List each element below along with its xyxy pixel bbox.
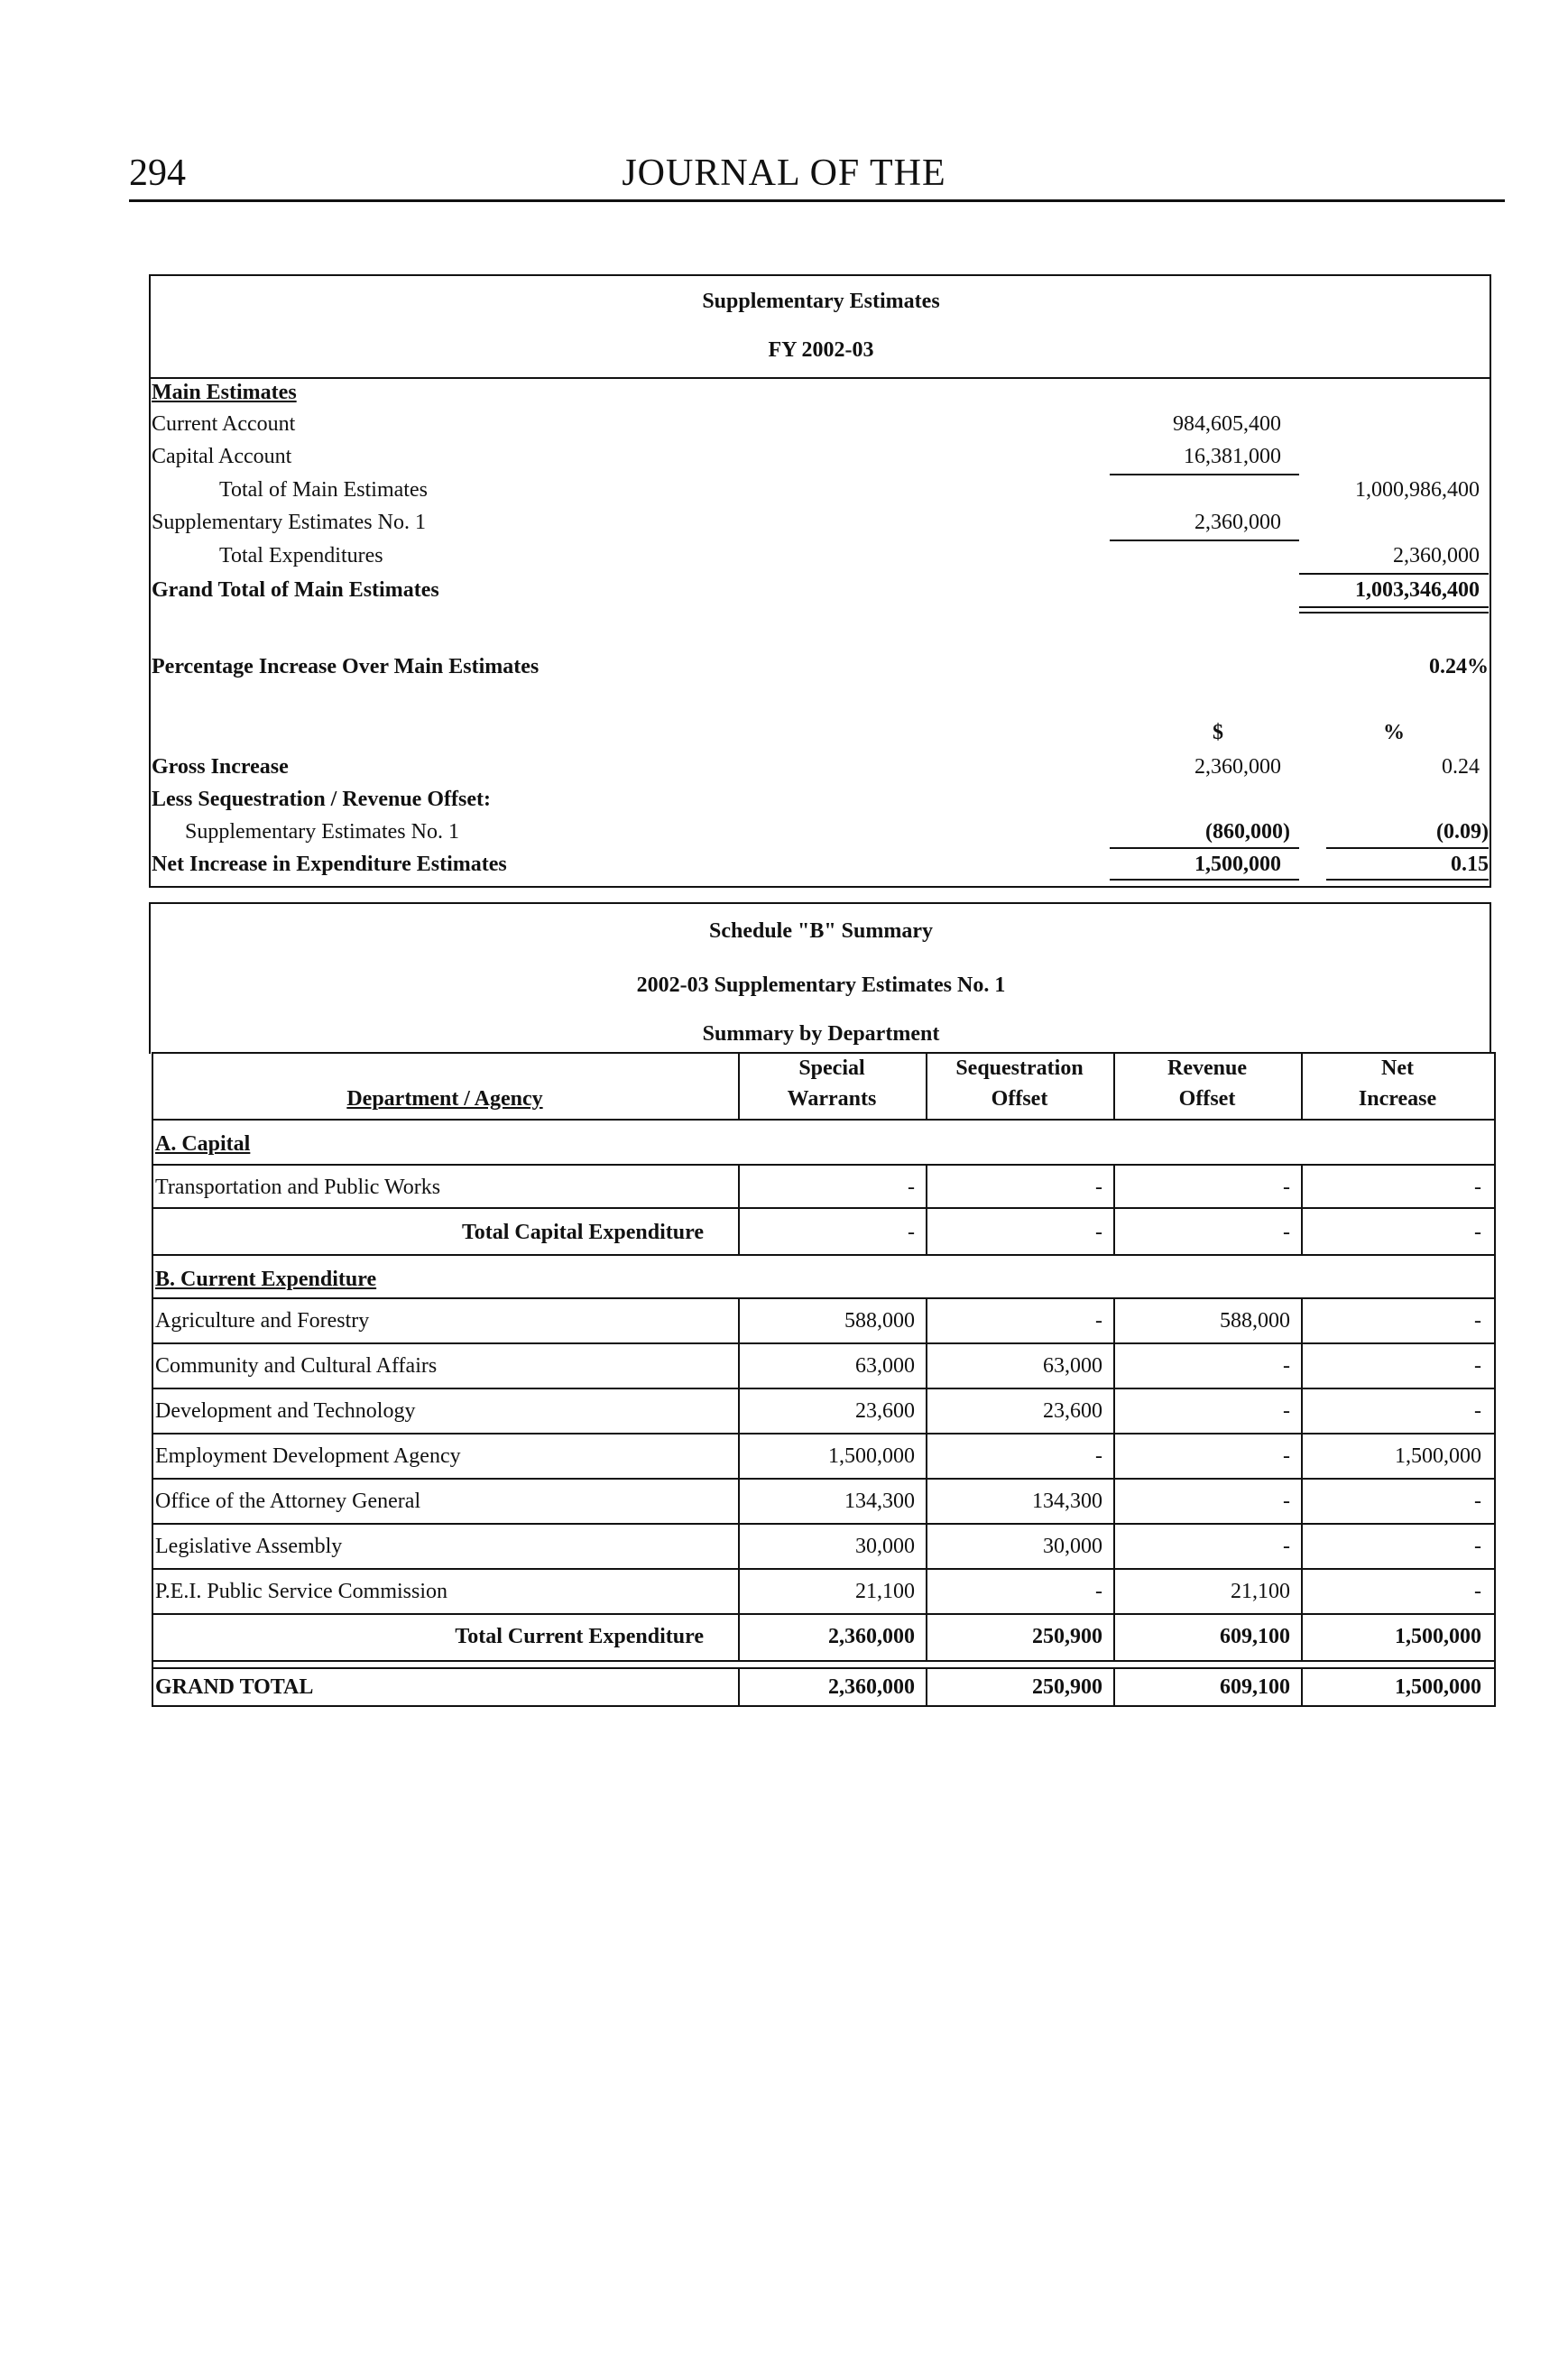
row-seq: 134,300 xyxy=(1032,1490,1102,1513)
current-account-label: Current Account xyxy=(152,412,296,436)
row-rule xyxy=(152,1478,1496,1480)
grand-total-special: 2,360,000 xyxy=(828,1675,915,1699)
grand-total-net: 1,500,000 xyxy=(1395,1675,1481,1699)
capital-account-label: Capital Account xyxy=(152,445,292,468)
row-net: - xyxy=(1474,1176,1481,1199)
row-rev: - xyxy=(1283,1490,1290,1513)
grand-total-main-label: Grand Total of Main Estimates xyxy=(152,578,439,602)
supp-offset-percent: (0.09) xyxy=(1436,820,1489,844)
summary-by-department: Summary by Department xyxy=(702,1022,940,1046)
row-rule xyxy=(152,1388,1496,1389)
header-net-1: Net xyxy=(1381,1056,1414,1080)
row-rev: 588,000 xyxy=(1220,1309,1290,1333)
row-name: Community and Cultural Affairs xyxy=(155,1354,438,1378)
schedule-right-border xyxy=(1490,902,1491,1054)
total-capital-seq: - xyxy=(1095,1221,1102,1244)
schedule-left-border xyxy=(149,902,151,1054)
row-net: - xyxy=(1474,1309,1481,1333)
row-name: Transportation and Public Works xyxy=(155,1176,441,1199)
page-number: 294 xyxy=(129,152,186,194)
row-seq: 30,000 xyxy=(1043,1535,1102,1558)
schedule-table xyxy=(152,1052,1496,1707)
grand-total-rev: 609,100 xyxy=(1220,1675,1290,1699)
row-seq: - xyxy=(1095,1444,1102,1468)
row-rev: - xyxy=(1283,1535,1290,1558)
total-main-label: Total of Main Estimates xyxy=(219,478,428,502)
box-divider xyxy=(149,377,1491,379)
row-name: Agriculture and Forestry xyxy=(155,1309,370,1333)
double-rule xyxy=(1326,879,1489,881)
row-rule xyxy=(152,1568,1496,1570)
total-current-special: 2,360,000 xyxy=(828,1625,915,1648)
row-rev: - xyxy=(1283,1354,1290,1378)
net-increase-percent: 0.15 xyxy=(1451,853,1489,876)
net-increase-dollars: 1,500,000 xyxy=(1194,853,1281,876)
row-rev: - xyxy=(1283,1444,1290,1468)
row-seq: - xyxy=(1095,1309,1102,1333)
row-rev: 21,100 xyxy=(1231,1580,1290,1603)
row-seq: - xyxy=(1095,1176,1102,1199)
grand-total-seq: 250,900 xyxy=(1032,1675,1102,1699)
running-title: JOURNAL OF THE xyxy=(622,152,946,194)
fiscal-year: FY 2002-03 xyxy=(768,338,874,362)
row-seq: 23,600 xyxy=(1043,1399,1102,1423)
pct-increase-value: 0.24% xyxy=(1429,655,1489,678)
total-capital-label: Total Capital Expenditure xyxy=(461,1221,704,1244)
row-rule xyxy=(152,1433,1496,1434)
row-rule xyxy=(152,1342,1496,1344)
header-seq-2: Offset xyxy=(991,1087,1048,1111)
row-name: Office of the Attorney General xyxy=(155,1490,421,1513)
double-rule xyxy=(1110,879,1299,881)
row-name: Employment Development Agency xyxy=(155,1444,461,1468)
header-special-2: Warrants xyxy=(787,1087,877,1111)
percent-column-header: % xyxy=(1383,721,1405,744)
row-special: 63,000 xyxy=(855,1354,915,1378)
row-rule xyxy=(152,1667,1496,1669)
gross-increase-percent: 0.24 xyxy=(1442,755,1480,779)
pct-increase-label: Percentage Increase Over Main Estimates xyxy=(152,655,540,678)
subtotal-rule xyxy=(1110,540,1299,541)
total-current-net: 1,500,000 xyxy=(1395,1625,1481,1648)
column-rule xyxy=(1113,1297,1115,1660)
row-special: 30,000 xyxy=(855,1535,915,1558)
row-rev: - xyxy=(1283,1399,1290,1423)
column-rule xyxy=(738,1297,740,1660)
section-a-heading: A. Capital xyxy=(155,1132,251,1156)
row-rule xyxy=(152,1164,1496,1166)
row-rule xyxy=(152,1207,1496,1209)
row-seq: - xyxy=(1095,1580,1102,1603)
gross-increase-dollars: 2,360,000 xyxy=(1194,755,1281,779)
total-capital-net: - xyxy=(1474,1221,1481,1244)
row-rev: - xyxy=(1283,1176,1290,1199)
dollar-column-header: $ xyxy=(1213,721,1223,744)
row-net: 1,500,000 xyxy=(1395,1444,1481,1468)
row-seq: 63,000 xyxy=(1043,1354,1102,1378)
row-rule xyxy=(152,1660,1496,1662)
header-rev-1: Revenue xyxy=(1167,1056,1247,1080)
row-special: - xyxy=(908,1176,915,1199)
total-main-value: 1,000,986,400 xyxy=(1355,478,1480,502)
supp-offset-label: Supplementary Estimates No. 1 xyxy=(185,820,459,844)
supplementary-title: Supplementary Estimates xyxy=(702,290,940,313)
current-account-value: 984,605,400 xyxy=(1173,412,1281,436)
row-net: - xyxy=(1474,1490,1481,1513)
gross-increase-label: Gross Increase xyxy=(152,755,289,779)
row-name: Legislative Assembly xyxy=(155,1535,343,1558)
header-rule xyxy=(129,199,1505,202)
header-rev-2: Offset xyxy=(1178,1087,1236,1111)
header-net-2: Increase xyxy=(1358,1087,1437,1111)
supp-offset-dollars: (860,000) xyxy=(1205,820,1290,844)
net-increase-label: Net Increase in Expenditure Estimates xyxy=(152,853,507,876)
total-rule xyxy=(1299,573,1489,575)
row-rule xyxy=(152,1297,1496,1299)
row-net: - xyxy=(1474,1535,1481,1558)
header-department: Department / Agency xyxy=(346,1087,543,1111)
row-name: P.E.I. Public Service Commission xyxy=(155,1580,447,1603)
grand-total-label: GRAND TOTAL xyxy=(155,1675,314,1699)
less-offset-label: Less Sequestration / Revenue Offset: xyxy=(152,788,491,811)
row-net: - xyxy=(1474,1580,1481,1603)
row-rule xyxy=(152,1119,1496,1121)
column-rule xyxy=(926,1297,927,1660)
total-current-rev: 609,100 xyxy=(1220,1625,1290,1648)
row-rule xyxy=(152,1613,1496,1615)
total-expenditures-label: Total Expenditures xyxy=(219,544,383,567)
header-special-1: Special xyxy=(798,1056,865,1080)
row-net: - xyxy=(1474,1354,1481,1378)
schedule-subtitle: 2002-03 Supplementary Estimates No. 1 xyxy=(636,973,1006,997)
schedule-top-rule xyxy=(149,902,1491,904)
row-net: - xyxy=(1474,1399,1481,1423)
main-estimates-heading: Main Estimates xyxy=(152,381,297,404)
double-rule xyxy=(1299,612,1489,613)
row-special: 588,000 xyxy=(844,1309,915,1333)
subtotal-rule xyxy=(1110,474,1299,475)
subtotal-rule xyxy=(1326,847,1489,849)
capital-account-value: 16,381,000 xyxy=(1184,445,1281,468)
section-b-heading: B. Current Expenditure xyxy=(155,1268,377,1291)
schedule-title: Schedule "B" Summary xyxy=(708,919,933,943)
grand-total-main-value: 1,003,346,400 xyxy=(1355,578,1480,602)
total-capital-special: - xyxy=(908,1221,915,1244)
total-capital-rev: - xyxy=(1283,1221,1290,1244)
row-name: Development and Technology xyxy=(155,1399,416,1423)
row-rule xyxy=(152,1254,1496,1256)
supp-no1-label: Supplementary Estimates No. 1 xyxy=(152,511,426,534)
row-special: 1,500,000 xyxy=(828,1444,915,1468)
supp-no1-value: 2,360,000 xyxy=(1194,511,1281,534)
row-special: 134,300 xyxy=(844,1490,915,1513)
total-current-label: Total Current Expenditure xyxy=(455,1625,704,1648)
double-rule xyxy=(1299,606,1489,608)
total-current-seq: 250,900 xyxy=(1032,1625,1102,1648)
header-seq-1: Sequestration xyxy=(955,1056,1084,1080)
column-rule xyxy=(1301,1297,1303,1660)
subtotal-rule xyxy=(1110,847,1299,849)
row-special: 21,100 xyxy=(855,1580,915,1603)
row-special: 23,600 xyxy=(855,1399,915,1423)
row-rule xyxy=(152,1523,1496,1525)
total-expenditures-value: 2,360,000 xyxy=(1393,544,1480,567)
